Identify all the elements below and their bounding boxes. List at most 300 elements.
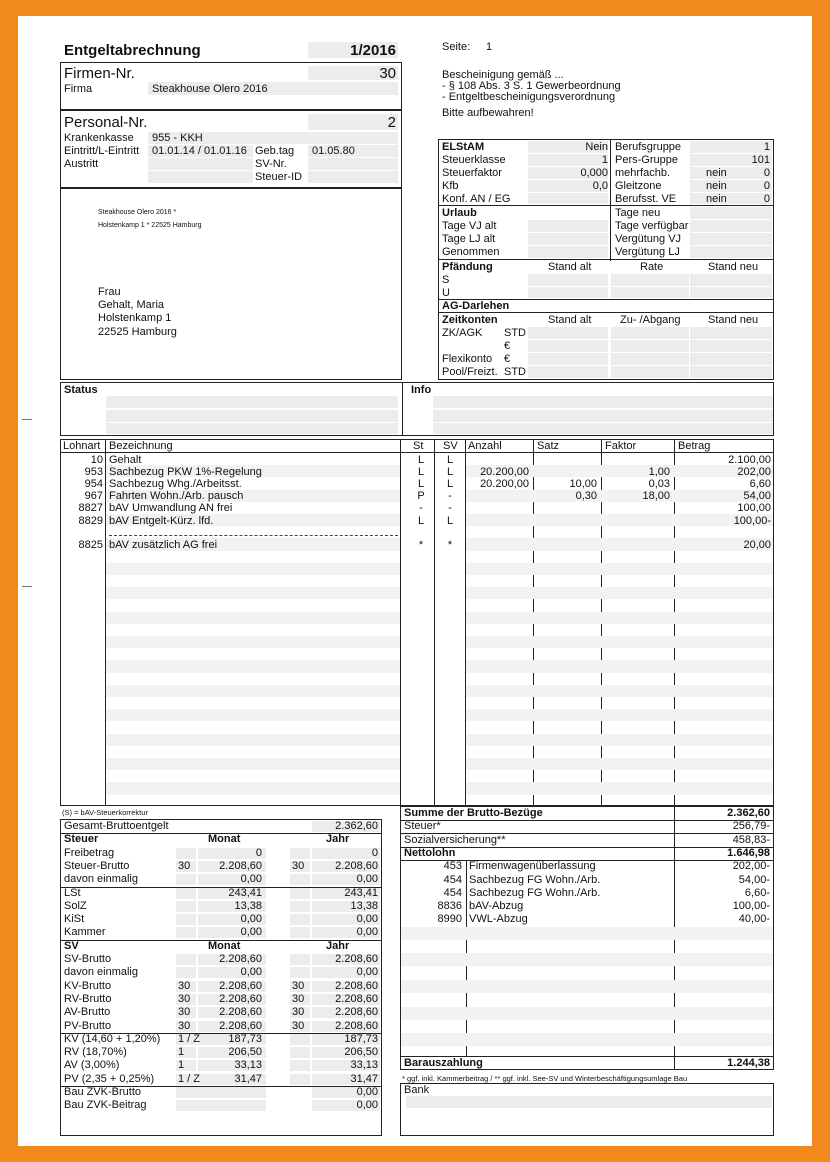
elstam-title: ELStAM	[442, 141, 485, 153]
line-bezeichnung: bAV Umwandlung AN frei	[109, 502, 233, 515]
line-lohnart: 8827	[78, 502, 103, 515]
cell-shade	[176, 1087, 266, 1098]
row-stripe	[106, 587, 400, 599]
vlj-shade	[690, 246, 772, 258]
cell-shade	[176, 888, 196, 899]
bl-label: RV-Brutto	[64, 992, 112, 1005]
line-anzahl: 20.200,00	[480, 465, 529, 478]
cell-shade	[176, 967, 196, 978]
bl-monat: 0,00	[240, 913, 262, 926]
pf-u-2	[611, 287, 689, 298]
urlaub-right-2: Vergütung VJ	[615, 233, 682, 245]
fold-mark-1	[22, 419, 32, 420]
deduction-value: 40,00-	[738, 913, 770, 926]
deduction-code: 454	[443, 886, 462, 899]
elstam-right-label-3: Gleitzone	[615, 180, 662, 192]
deduction-label: Firmenwagenüberlassung	[469, 860, 596, 873]
zk-1b	[611, 327, 689, 339]
zk-3b	[611, 353, 689, 365]
urlaub-right-1: Tage verfügbar	[615, 220, 689, 232]
netto-value: 1.646,98	[727, 846, 770, 859]
cell-shade	[290, 848, 310, 859]
payout-value: 1.244,38	[727, 1057, 770, 1069]
cell-shade	[176, 914, 196, 925]
line-faktor: 1,00	[648, 465, 670, 478]
status-shade-1	[106, 396, 398, 408]
bl-monat: 2.208,60	[219, 953, 262, 965]
line-sv: L	[446, 477, 454, 490]
line-faktor: 18,00	[642, 490, 670, 503]
elstam-right-label-1: Pers-Gruppe	[615, 154, 678, 166]
status-shade-2	[106, 410, 398, 422]
ag-darlehen-title: AG-Darlehen	[442, 300, 510, 312]
line-st: *	[418, 538, 424, 551]
info-panel-divider	[610, 139, 611, 261]
bl-label: Steuer-Brutto	[64, 859, 130, 872]
sender-line-1: Steakhouse Olero 2016 *	[98, 209, 177, 216]
urlaub-right-0: Tage neu	[615, 207, 661, 219]
entry-label: Eintritt/L-Eintritt	[64, 145, 140, 157]
line-betrag: 54,00	[743, 490, 771, 503]
steuer-value: 256,79-	[732, 820, 770, 833]
notice-line-1: Bescheinigung gemäß ...	[442, 69, 564, 81]
bl-jahr: 0	[371, 846, 378, 859]
line-lohnart: 967	[84, 490, 103, 503]
pfaendung-col-1: Rate	[640, 261, 664, 273]
elstam-left-label-2: Kfb	[442, 180, 459, 192]
elstam-value: Nein	[585, 141, 608, 153]
line-sv: -	[448, 490, 452, 503]
row-stripe	[466, 685, 773, 697]
elstam-right-value-1: 101	[751, 154, 770, 166]
birth-value: 01.05.80	[312, 145, 355, 157]
col-header-faktor: Faktor	[605, 440, 637, 452]
sv-label: Sozialversicherung**	[404, 833, 506, 846]
tax-header-label: Steuer	[64, 833, 99, 846]
deduction-value: 54,00-	[738, 873, 770, 886]
health-fund: 955 - KKH	[152, 132, 203, 144]
urlaub-left-1: Tage LJ alt	[442, 233, 496, 245]
line-betrag: 100,00-	[733, 514, 771, 527]
recipient-salutation: Frau	[98, 286, 121, 298]
bl-monat: 13,38	[234, 899, 262, 912]
zeitkonten-row-label-0: ZK/AGK	[442, 327, 483, 339]
pf-s-3	[690, 274, 772, 286]
cell-shade	[290, 888, 310, 899]
bl-col1: 30	[178, 992, 191, 1005]
sv-header-jahr: Jahr	[326, 939, 350, 952]
brutto-label: Summe der Brutto-Bezüge	[404, 807, 543, 819]
zeitkonten-col-2: Stand neu	[708, 314, 759, 326]
notice-line-2: - § 108 Abs. 3 S. 1 Gewerbeordnung	[442, 80, 621, 92]
cell-shade	[290, 901, 310, 912]
col-rule-2	[400, 439, 401, 806]
deduction-code: 453	[443, 860, 462, 873]
cell-shade	[176, 901, 196, 912]
info-label: Info	[411, 384, 432, 396]
bl-label: RV (18,70%)	[64, 1046, 127, 1059]
elstam-right-label-0: Berufsgruppe	[615, 141, 682, 153]
col-header-sv: SV	[443, 440, 458, 452]
bl-monat: 0,00	[240, 966, 262, 979]
recipient-city: 22525 Hamburg	[98, 326, 177, 338]
row-stripe	[106, 563, 400, 575]
info-shade-3	[433, 423, 773, 434]
urlaub-left-2: Genommen	[442, 246, 500, 258]
sv-header-monat: Monat	[208, 939, 241, 952]
elstam-right-value-4: 0	[763, 193, 770, 205]
line-lohnart: 954	[84, 477, 103, 490]
status-shade-3	[106, 423, 398, 434]
bl-label: AV-Brutto	[64, 1006, 111, 1019]
line-sv: -	[448, 502, 452, 515]
pfaendung-col-2: Stand neu	[708, 261, 759, 273]
line-betrag: 202,00	[737, 465, 771, 478]
sv-no-label: SV-Nr.	[255, 158, 287, 170]
exit-shade	[148, 158, 253, 170]
line-st: P	[417, 490, 425, 503]
zk-4a	[528, 366, 608, 378]
row-stripe	[466, 612, 773, 624]
personal-no: 2	[387, 114, 396, 131]
line-sv: L	[446, 514, 454, 527]
bl-label: davon einmalig	[64, 873, 138, 886]
line-st: -	[419, 502, 423, 515]
bl-jahr: 0,00	[356, 913, 378, 926]
pfaendung-row-u: U	[442, 287, 450, 299]
keep-note: Bitte aufbewahren!	[442, 107, 534, 119]
konf-shade	[528, 193, 608, 204]
cell-shade	[176, 874, 196, 885]
netto-label: Nettolohn	[404, 846, 456, 859]
bl-label: PV-Brutto	[64, 1019, 112, 1032]
zk-2a	[528, 340, 608, 352]
col-header-lohnart: Lohnart	[63, 440, 101, 452]
bl-col1: 1 / Z	[178, 1032, 201, 1045]
deduction-value: 100,00-	[732, 900, 770, 913]
bank-box	[400, 1083, 774, 1136]
row-stripe	[466, 782, 773, 794]
bl-jahr: 206,50	[344, 1046, 378, 1059]
bl-jahr: 2.208,60	[335, 1019, 378, 1032]
line-sv: *	[447, 538, 453, 551]
zk-4c	[690, 366, 772, 378]
bl-label: KiSt	[64, 913, 85, 926]
recipient-street: Holstenkamp 1	[98, 312, 172, 324]
cell-shade	[290, 1060, 310, 1071]
row-stripe	[466, 758, 773, 770]
row-stripe	[106, 660, 400, 672]
elstam-right-label-2: mehrfachb.	[615, 167, 671, 179]
tax-header-jahr: Jahr	[326, 833, 350, 846]
line-bezeichnung: bAV Entgelt-Kürz. lfd.	[109, 514, 214, 527]
bl-col1: 1 / Z	[178, 1072, 201, 1085]
payslip-sheet	[18, 16, 812, 1146]
bl-jahr: 2.208,60	[335, 859, 378, 872]
line-betrag: 20,00	[743, 538, 771, 551]
cell-shade	[290, 967, 310, 978]
bl-jahr: 187,73	[344, 1032, 378, 1045]
bl-label: SV-Brutto	[64, 953, 112, 965]
elstam-left-value-0: 1	[601, 154, 608, 166]
bl-jahr: 2.208,60	[335, 1006, 378, 1019]
page-label: Seite:	[442, 41, 471, 53]
zeitkonten-row-unit-1: €	[504, 340, 511, 352]
row-stripe	[466, 709, 773, 721]
zk-3c	[690, 353, 772, 365]
bl-col1: 1	[178, 1059, 185, 1072]
payout-label: Barauszahlung	[404, 1057, 483, 1069]
gesamt-label: Gesamt-Bruttoentgelt	[64, 820, 169, 832]
taxid-shade	[308, 171, 398, 183]
pf-s-1	[528, 274, 608, 286]
gesamt-value: 2.362,60	[335, 820, 378, 832]
bl-monat: 2.208,60	[219, 1019, 262, 1032]
zk-2b	[611, 340, 689, 352]
urlaub-right-3: Vergütung LJ	[615, 246, 680, 258]
cell-shade	[290, 927, 310, 938]
row-stripe	[466, 660, 773, 672]
bl-jahr: 2.208,60	[335, 953, 378, 965]
line-st: L	[417, 477, 425, 490]
bl-label: KV (14,60 + 1,20%)	[64, 1032, 161, 1045]
elstam-right-value-0: 1	[763, 141, 770, 153]
elstam-right-mid-3: nein	[706, 180, 727, 192]
row-stripe	[401, 980, 773, 993]
elstam-left-value-1: 0,000	[580, 167, 608, 179]
bl-label: AV (3,00%)	[64, 1059, 120, 1072]
urlaub-title: Urlaub	[442, 207, 477, 219]
page-number: 1	[486, 41, 493, 53]
line-sv: L	[446, 453, 454, 466]
line-bezeichnung: Gehalt	[109, 453, 142, 466]
firm-no-label: Firmen-Nr.	[64, 65, 135, 82]
zk-1a	[528, 327, 608, 339]
cell-shade	[176, 927, 196, 938]
bl-label: Kammer	[64, 926, 106, 939]
bau-label: Bau ZVK-Beitrag	[64, 1099, 147, 1112]
zeitkonten-row-label-2: Flexikonto	[442, 353, 493, 365]
row-stripe	[466, 734, 773, 746]
deduction-label: bAV-Abzug	[469, 900, 524, 913]
pf-s-2	[611, 274, 689, 286]
elstam-left-value-2: 0,0	[592, 180, 608, 192]
deduction-value: 202,00-	[732, 860, 770, 873]
line-st: L	[417, 453, 425, 466]
deduction-code: 8990	[437, 913, 462, 926]
bl-label: davon einmalig	[64, 966, 138, 979]
cell-shade	[290, 874, 310, 885]
line-satz: 10,00	[569, 477, 597, 490]
bl-monat: 0,00	[240, 926, 262, 939]
bl-col1: 30	[178, 1006, 191, 1019]
bl-monat: 33,13	[234, 1059, 262, 1072]
line-bezeichnung: Fahrten Wohn./Arb. pausch	[109, 490, 244, 503]
line-lohnart: 8825	[78, 538, 103, 551]
sender-line-2: Holstenkamp 1 * 22525 Hamburg	[98, 222, 202, 229]
deduction-label: Sachbezug FG Wohn./Arb.	[469, 873, 601, 886]
line-bezeichnung: Sachbezug PKW 1%-Regelung	[109, 465, 262, 478]
row-stripe	[401, 927, 773, 940]
deduction-code: 454	[443, 873, 462, 886]
pfaendung-title: Pfändung	[442, 261, 493, 273]
row-stripe	[106, 612, 400, 624]
bl-jahr: 2.208,60	[335, 979, 378, 992]
bank-label: Bank	[404, 1084, 430, 1096]
bau-label: Bau ZVK-Brutto	[64, 1086, 142, 1098]
zeitkonten-row-unit-2: €	[504, 353, 511, 365]
bl-monat: 187,73	[228, 1032, 262, 1045]
firm-name: Steakhouse Olero 2016	[152, 83, 268, 95]
urlaub-left-0: Tage VJ alt	[442, 220, 497, 232]
row-stripe	[106, 758, 400, 770]
bau-value: 0,00	[356, 1099, 378, 1112]
entry-value: 01.01.14 / 01.01.16	[152, 145, 247, 157]
bl-col2: 30	[292, 1006, 305, 1019]
col-header-satz: Satz	[537, 440, 560, 452]
line-lohnart: 953	[84, 465, 103, 478]
svno-shade	[308, 158, 398, 170]
zeitkonten-title: Zeitkonten	[442, 314, 498, 326]
zk-1c	[690, 327, 772, 339]
bl-label: SolZ	[64, 899, 87, 912]
bau-value: 0,00	[356, 1086, 378, 1098]
line-betrag: 6,60	[749, 477, 771, 490]
vj-shade	[528, 220, 608, 232]
col-rule-3	[434, 439, 435, 806]
period: 1/2016	[350, 42, 396, 59]
zeitkonten-row-unit-0: STD	[504, 327, 526, 339]
elstam-left-label-0: Steuerklasse	[442, 154, 506, 166]
row-stripe	[401, 1007, 773, 1020]
vvj-shade	[690, 233, 772, 245]
bl-monat: 0	[255, 846, 262, 859]
bl-col1: 30	[178, 979, 191, 992]
exit-shade-2	[148, 171, 253, 183]
bl-monat: 2.208,60	[219, 992, 262, 1005]
row-stripe	[106, 636, 400, 648]
fold-mark-2	[22, 586, 32, 587]
lj-shade	[528, 233, 608, 245]
line-st: L	[417, 514, 425, 527]
firm-label: Firma	[64, 83, 93, 95]
health-fund-label: Krankenkasse	[64, 132, 134, 144]
bl-col2: 30	[292, 859, 305, 872]
birth-label: Geb.tag	[255, 145, 295, 157]
elstam-right-value-3: 0	[763, 180, 770, 192]
bl-jahr: 243,41	[344, 886, 378, 899]
pfaendung-separator	[438, 259, 774, 260]
row-stripe	[466, 587, 773, 599]
row-stripe	[466, 563, 773, 575]
bl-jahr: 13,38	[350, 899, 378, 912]
elstam-right-value-2: 0	[763, 167, 770, 179]
bl-label: Freibetrag	[64, 846, 115, 859]
personal-no-label: Personal-Nr.	[64, 114, 148, 131]
cell-shade	[176, 1100, 266, 1111]
bl-monat: 2.208,60	[219, 979, 262, 992]
cell-shade	[176, 848, 196, 859]
deduction-label: Sachbezug FG Wohn./Arb.	[469, 886, 601, 899]
bl-monat: 0,00	[240, 873, 262, 886]
neu-shade	[690, 207, 772, 219]
bl-col1: 30	[178, 859, 191, 872]
cell-shade	[290, 1047, 310, 1058]
elstam-right-mid-2: nein	[706, 167, 727, 179]
bl-label: KV-Brutto	[64, 979, 112, 992]
gen-shade	[528, 246, 608, 258]
bank-shade-1	[406, 1096, 772, 1108]
footnote-tax: * ggf. inkl. Kammerbeitrag / ** ggf. inkl. See-SV und Winterbeschäftigungsumlage Bau	[402, 1074, 688, 1083]
document-title: Entgeltabrechnung	[64, 42, 201, 59]
bl-col1: 30	[178, 1019, 191, 1032]
zk-4b	[611, 366, 689, 378]
elstam-left-label-3: Konf. AN / EG	[442, 193, 511, 205]
line-items-separator	[109, 535, 398, 536]
line-betrag: 2.100,00	[728, 453, 771, 466]
bl-jahr: 0,00	[356, 966, 378, 979]
bl-monat: 2.208,60	[219, 859, 262, 872]
brutto-value: 2.362,60	[727, 807, 770, 819]
bl-col2: 30	[292, 1019, 305, 1032]
line-anzahl: 20.200,00	[480, 477, 529, 490]
row-stripe	[106, 734, 400, 746]
cell-shade	[290, 914, 310, 925]
firm-no: 30	[379, 65, 396, 82]
zeitkonten-col-0: Stand alt	[548, 314, 592, 326]
bl-monat: 2.208,60	[219, 1006, 262, 1019]
bl-col1: 1	[178, 1046, 185, 1059]
bl-jahr: 0,00	[356, 926, 378, 939]
sv-value: 458,83-	[732, 833, 770, 846]
row-stripe	[106, 685, 400, 697]
bl-jahr: 2.208,60	[335, 992, 378, 1005]
zk-2c	[690, 340, 772, 352]
bl-jahr: 33,13	[350, 1059, 378, 1072]
line-st: L	[417, 465, 425, 478]
deduction-code: 8836	[437, 900, 462, 913]
pf-u-1	[528, 287, 608, 298]
cell-shade	[176, 954, 196, 965]
recipient-name: Gehalt, Maria	[98, 299, 165, 311]
status-info-divider	[402, 382, 403, 436]
notice-line-3: - Entgeltbescheinigungsverordnung	[442, 91, 616, 103]
footnote-bav: (S) = bAV-Steuerkorrektur	[62, 808, 148, 817]
deduction-label: VWL-Abzug	[469, 913, 528, 926]
line-lohnart: 8829	[78, 514, 103, 527]
bl-label: PV (2,35 + 0,25%)	[64, 1072, 155, 1085]
status-label: Status	[64, 384, 98, 396]
elstam-right-label-4: Berufsst. VE	[615, 193, 677, 205]
steuer-label: Steuer*	[404, 820, 441, 833]
col-header-st: St	[413, 440, 424, 452]
zeitkonten-col-1: Zu- /Abgang	[620, 314, 681, 326]
bl-jahr: 31,47	[350, 1072, 378, 1085]
row-stripe	[106, 782, 400, 794]
bl-monat: 206,50	[228, 1046, 262, 1059]
zeitkonten-row-label-3: Pool/Freizt.	[442, 366, 498, 378]
tax-header-monat: Monat	[208, 833, 241, 846]
cell-shade	[290, 954, 310, 965]
pfaendung-row-s: S	[442, 274, 450, 286]
bl-col2: 30	[292, 979, 305, 992]
row-stripe	[401, 953, 773, 966]
info-shade-2	[433, 410, 773, 422]
row-stripe	[106, 709, 400, 721]
line-bezeichnung: bAV zusätzlich AG frei	[109, 538, 218, 551]
line-faktor: 0,03	[648, 477, 670, 490]
bl-monat: 243,41	[228, 886, 262, 899]
